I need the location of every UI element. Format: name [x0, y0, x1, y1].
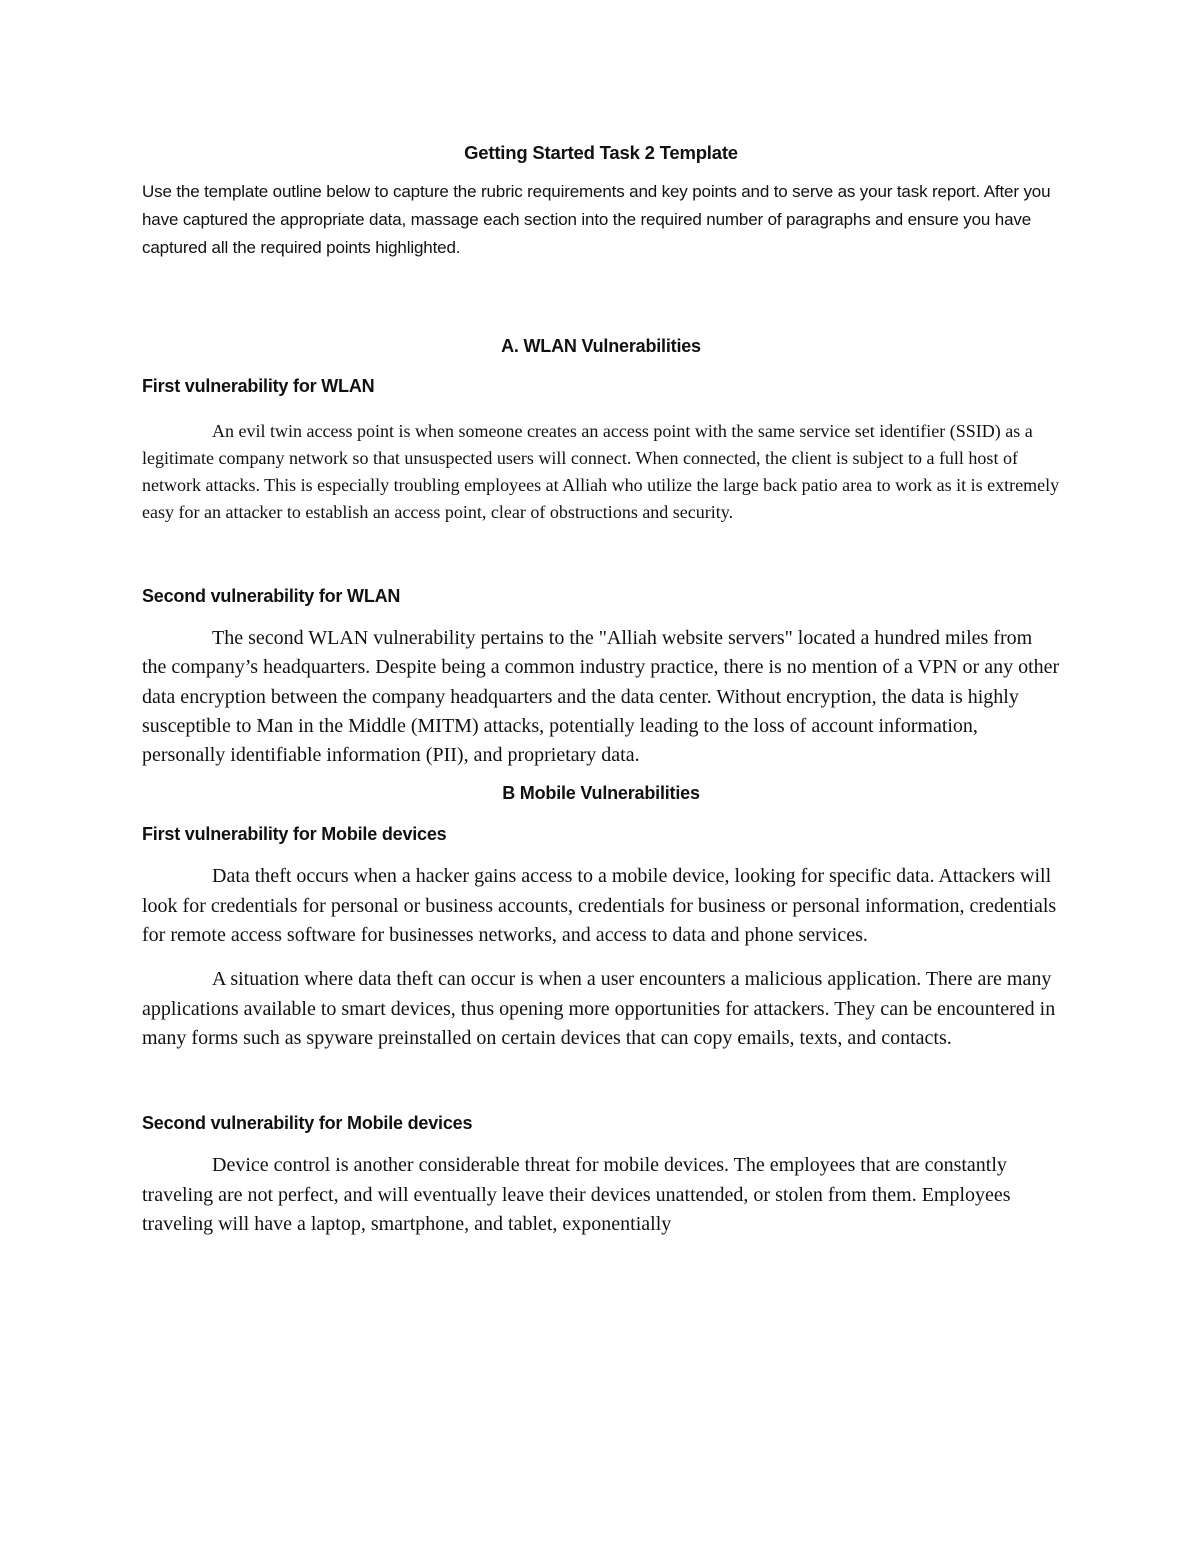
section-a-heading: A. WLAN Vulnerabilities	[501, 336, 701, 356]
section-b-heading: B Mobile Vulnerabilities	[502, 783, 700, 804]
wlan-first-vulnerability-paragraph: An evil twin access point is when someone creates an access point with the same service set identifier (SSID) as a legitimate company network so that unsuspected users will connect. When connected, the client is subject to a full host of network attacks. This is especially troubling employees at Alliah who utilize the large back patio area to work as it is extremely easy for an attacker to establish an access point, clear of obstructions and security.	[142, 421, 1060, 522]
mobile-second-vulnerability-heading: Second vulnerability for Mobile devices	[142, 1113, 473, 1134]
intro-paragraph: Use the template outline below to capture the rubric requirements and key points and to serve as your task report. After you have captured the appropriate data, massage each section into the required number of paragraphs and ensure you have captured all the required points highlighted.	[142, 182, 1051, 257]
wlan-second-vulnerability-paragraph: The second WLAN vulnerability pertains to the "Alliah website servers" located a hundred miles from the company’s headquarters. Despite being a common industry practice, there is no mention of a VPN or any other data encryption between the company headquarters and the data center. Without encryption, the data is highly susceptible to Man in the Middle (MITM) attacks, potentially leading to the loss of account information, personally identifiable information (PII), and proprietary data.	[142, 627, 1060, 767]
document-title: Getting Started Task 2 Template	[464, 142, 738, 163]
mobile-second-vulnerability-paragraph: Device control is another considerable threat for mobile devices. The employees that are constantly traveling are not perfect, and will eventually leave their devices unattended, or stolen from them. Employees traveling will have a laptop, smartphone, and tablet, exponentially	[142, 1154, 1011, 1235]
wlan-first-vulnerability-heading: First vulnerability for WLAN	[142, 376, 375, 396]
mobile-first-vulnerability-paragraph-2: A situation where data theft can occur is when a user encounters a malicious application. There are many applications available to smart devices, thus opening more opportunities for attackers. They can be encountered in many forms such as spyware preinstalled on certain devices that can copy emails, texts, and contacts.	[142, 968, 1056, 1049]
mobile-first-vulnerability-paragraph-1: Data theft occurs when a hacker gains access to a mobile device, looking for specific data. Attackers will look for credentials for personal or business accounts, credentials for business or personal information, credentials for remote access software for businesses networks, and access to data and phone services.	[142, 865, 1057, 947]
wlan-second-vulnerability-heading: Second vulnerability for WLAN	[142, 586, 401, 606]
mobile-first-vulnerability-heading: First vulnerability for Mobile devices	[142, 824, 447, 845]
